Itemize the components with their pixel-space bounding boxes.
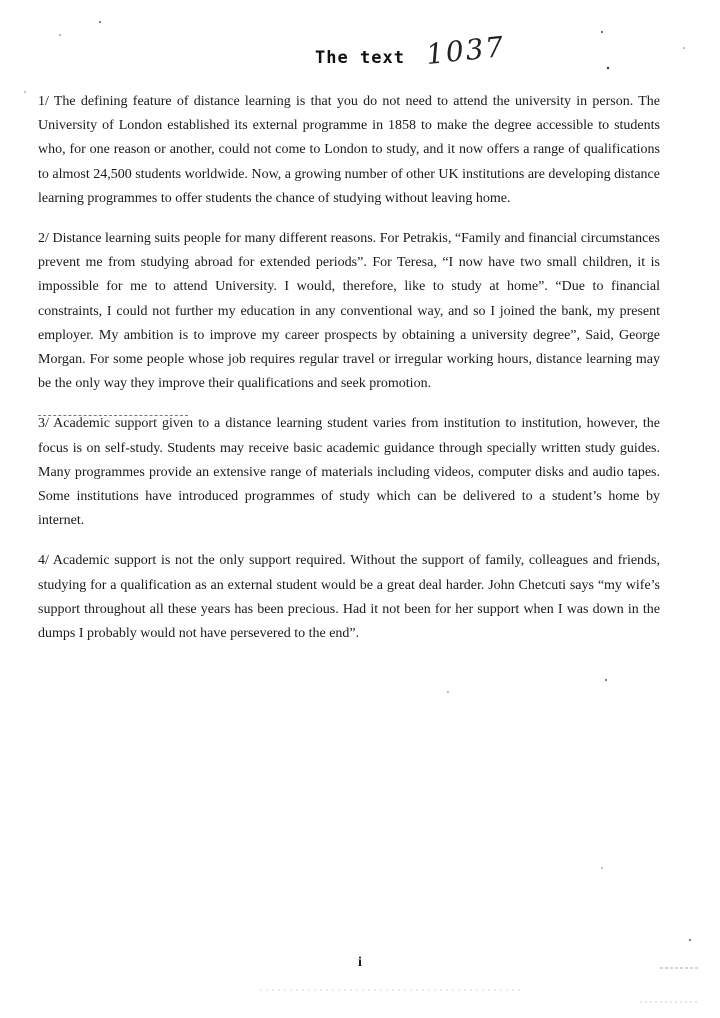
title-row bbox=[0, 48, 720, 68]
paragraph-2: 2/ Distance learning suits people for many different reasons. For Petrakis, “Family and financial circumstances prevent me from studying abroad for extended periods”. For Teresa, “I now have two small children, it is impossible for me to attend University. I would, therefore, like to study at home”. “Due to financial constraints, I could not further my education in any conventional way, and so I joined the bank, my present employer. My ambition is to improve my career prospects by obtaining a university degree”, Said, George Morgan. For some people whose job requires regular travel or irregular working hours, distance learning may be the only way they improve their qualifications and seek promotion. bbox=[38, 231, 660, 392]
handwritten-note: 1037 bbox=[424, 29, 507, 72]
document-body bbox=[38, 90, 660, 662]
paragraph-3: 3/ Academic support given to a distance learning student varies from institution to institution, however, the focus is on self-study. Students may receive basic academic guidance through specially written study guides. Many programmes provide an extensive range of materials including videos, computer disks and audio tapes. Some institutions have introduced programmes of study which can be delivered to a student’s home by internet. bbox=[38, 416, 660, 529]
dashed-separator bbox=[38, 415, 188, 416]
paragraph-4: 4/ Academic support is not the only support required. Without the support of family, colleagues and friends, studying for a qualification as an external student would be a great deal harder. John Chetcuti says “my wife’s support throughout all these years has been precious. Had it not been for her support when I was down in the dumps I probably would not have persevered to the end”. bbox=[38, 553, 660, 642]
document-title: The text bbox=[315, 48, 405, 68]
paragraph-1: 1/ The defining feature of distance learning is that you do not need to attend the university in person. The University of London established its external programme in 1858 to make the degree accessible to students who, for one reason or another, could not come to London to study, and it now offers a range of qualifications to almost 24,500 students worldwide. Now, a growing number of other UK institutions are developing distance learning programmes to offer students the chance of studying without leaving home. bbox=[38, 94, 660, 206]
page-number: i bbox=[358, 955, 362, 970]
